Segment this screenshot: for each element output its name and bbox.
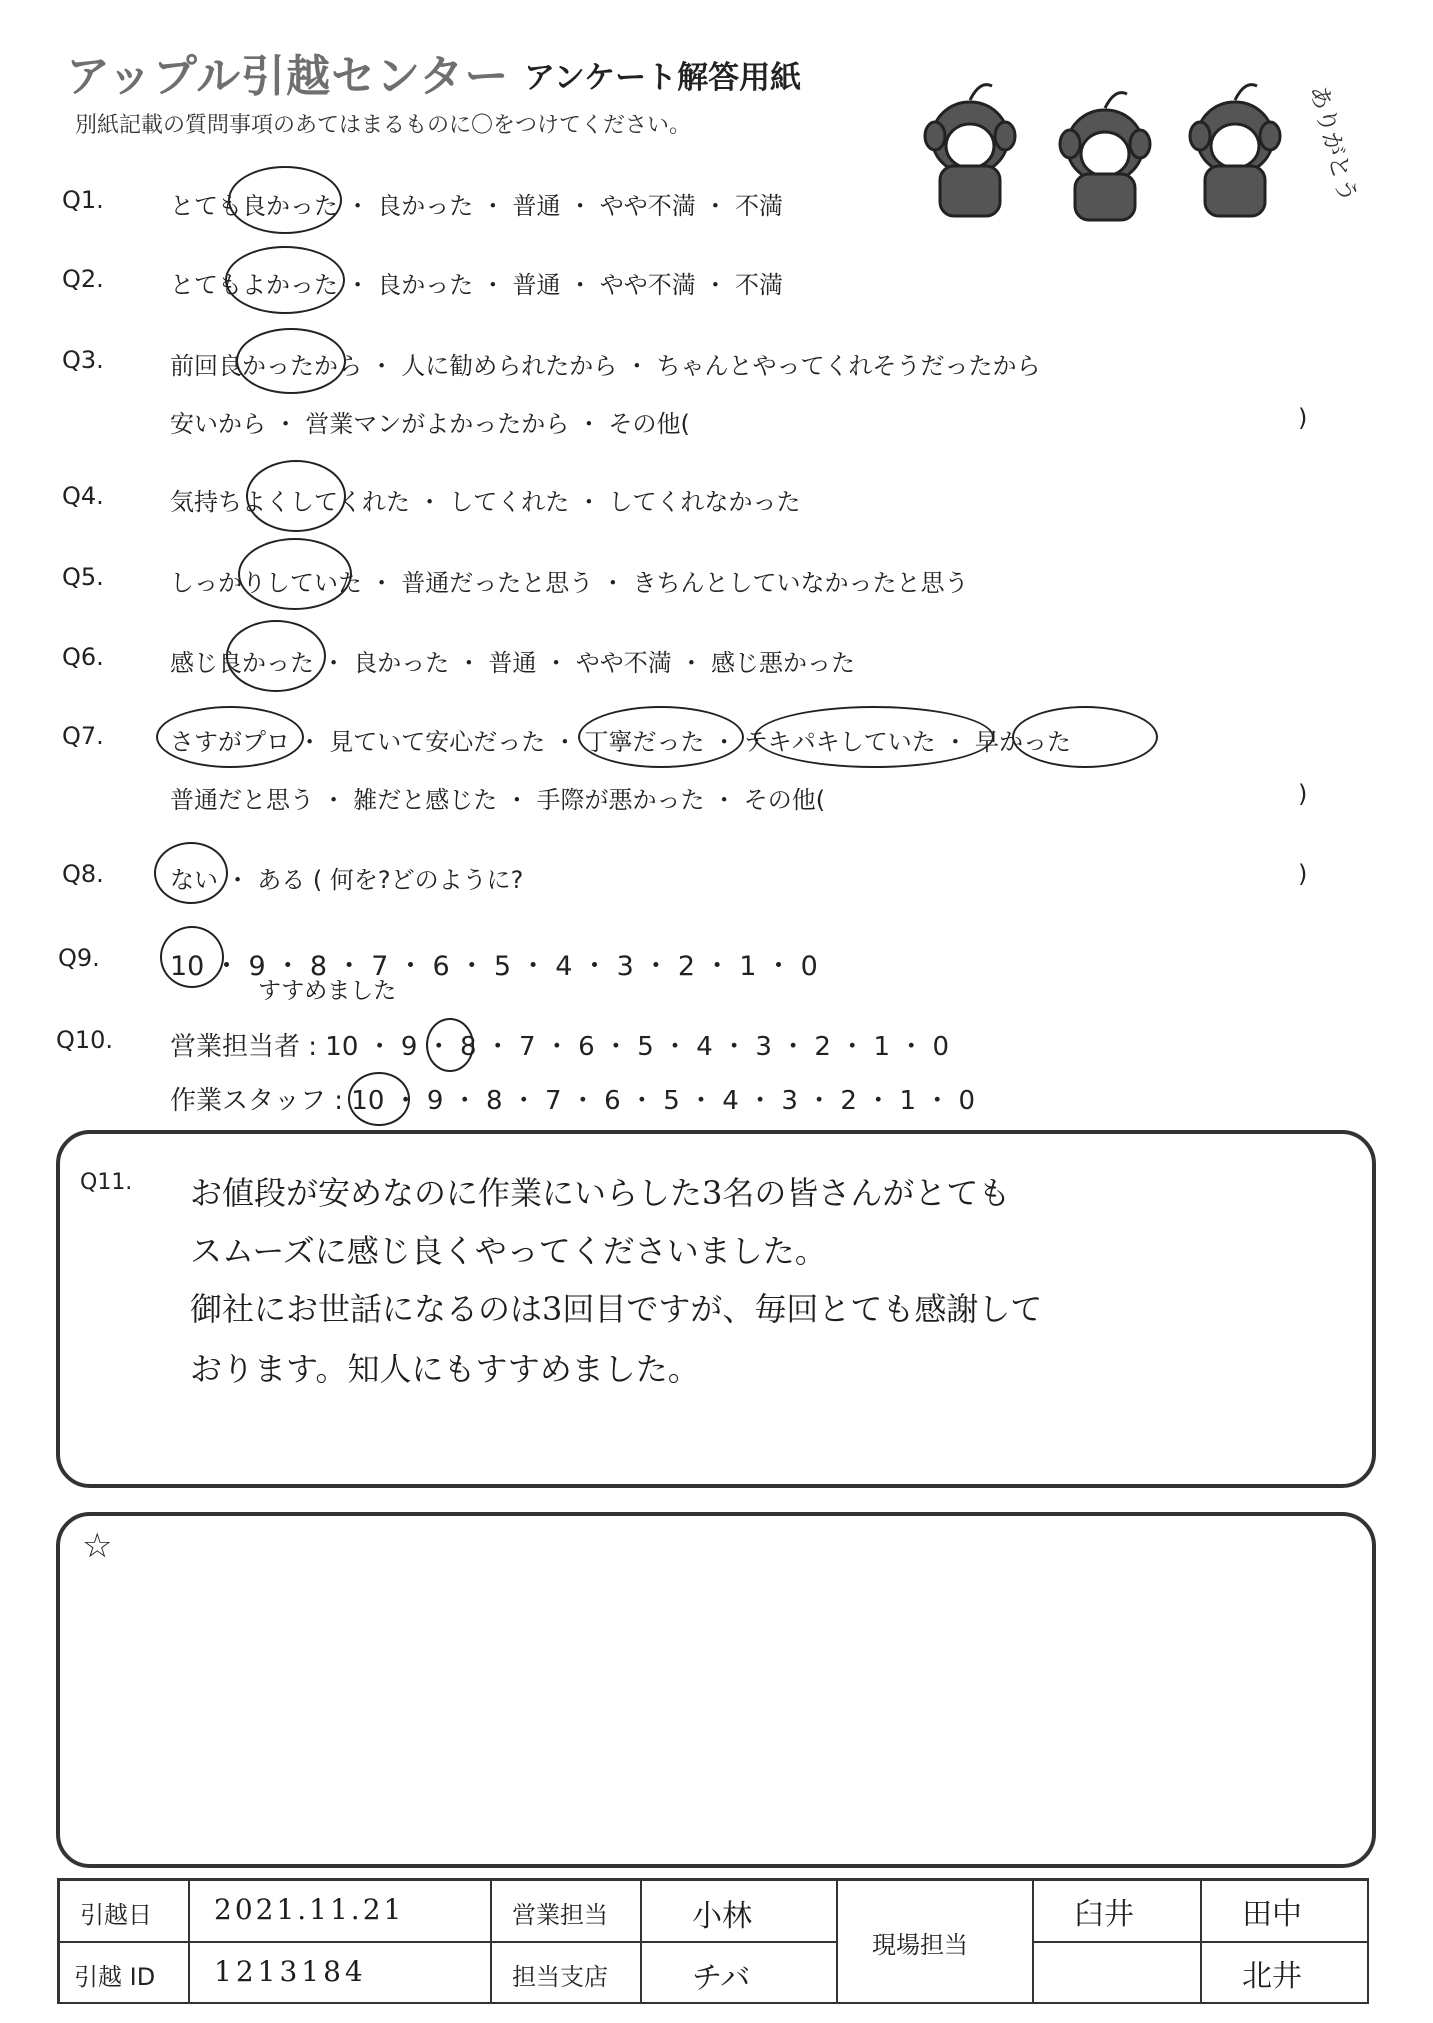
q8-close-paren: ) [1298,860,1308,888]
move-date-cell [189,1880,491,1942]
q7-options-line1: さすがプロ ・ 見ていて安心だった ・ 丁寧だった ・ テキパキしていた ・ 早かった [170,728,1072,756]
q11-number: Q11. [80,1170,133,1195]
company-title: アップル引越センター [66,51,510,102]
move-id-label: 引越 ID [74,1963,156,1991]
q7-number: Q7. [62,722,104,750]
q4-options: 気持ちよくしてくれた ・ してくれた ・ してくれなかった [170,488,801,516]
q2-number: Q2. [62,265,104,293]
q7-circle-hayakatta [1012,706,1158,768]
q7-close-paren: ) [1298,780,1308,808]
q5-selected-circle [238,538,352,610]
q8-selected-circle [154,842,228,904]
q10-staff-scale: 作業スタッフ : 10 ・ 9 ・ 8 ・ 7 ・ 6 ・ 5 ・ 4 ・ 3 ・ 2 ・ 1 ・ 0 [170,1086,976,1116]
q3-selected-circle [236,328,346,394]
move-date-label: 引越日 [80,1901,152,1929]
q6-selected-circle [226,620,326,692]
q4-number: Q4. [62,482,104,510]
q11-comment-line4: おります。知人にもすすめました。 [190,1350,700,1388]
q1-selected-circle [228,166,342,234]
site-staff-1: 臼井 [1074,1897,1134,1932]
q4-selected-circle [246,460,346,532]
star-icon: ☆ [82,1526,113,1566]
sales-cell [641,1880,837,1942]
thanks-text: ありがとう [1304,82,1363,206]
star-comment-box [56,1512,1376,1868]
q9-selected-circle [160,926,224,988]
q10-staff-circle [348,1072,410,1126]
q11-comment-line1: お値段が安めなのに作業にいらした3名の皆さんがとても [190,1174,1011,1212]
move-id-value: 1213184 [214,1955,367,1988]
move-id-label-cell [59,1942,189,2004]
q9-number: Q9. [58,944,100,972]
site-label: 現場担当 [872,1931,968,1959]
q7-circle-tekipaki [754,706,994,768]
sales-label: 営業担当 [512,1901,608,1929]
q6-number: Q6. [62,643,104,671]
q3-close-paren: ) [1298,404,1308,432]
q2-selected-circle [225,246,345,314]
q3-options-line1: 前回良かったから ・ 人に勧められたから ・ ちゃんとやってくれそうだったから [170,352,1041,380]
site-staff-cell-empty [1033,1942,1201,2004]
branch-cell [641,1942,837,2004]
q2-options: とてもよかった ・ 良かった ・ 普通 ・ やや不満 ・ 不満 [170,271,784,299]
move-date-label-cell [59,1880,189,1942]
instruction-text: 別紙記載の質問事項のあてはまるものに〇をつけてください。 [75,113,692,138]
q3-options-line2: 安いから ・ 営業マンがよかったから ・ その他( [170,410,690,438]
q5-options: しっかりしていた ・ 普通だったと思う ・ きちんとしていなかったと思う [170,569,969,597]
q3-number: Q3. [62,346,104,374]
site-staff-2: 田中 [1242,1897,1302,1932]
q1-options: とても良かった ・ 良かった ・ 普通 ・ やや不満 ・ 不満 [170,192,784,220]
monkey-mascots-illustration [880,48,1363,228]
site-staff-cell-3 [1201,1942,1369,2004]
q5-number: Q5. [62,563,104,591]
form-title: アンケート解答用紙 [524,60,802,96]
q7-circle-sasuga [156,706,304,768]
q1-number: Q1. [62,186,104,214]
q6-options: 感じ良かった ・ 良かった ・ 普通 ・ やや不満 ・ 感じ悪かった [170,649,856,677]
q9-handwritten-note: すすめました [258,978,397,1004]
branch-value: チバ [692,1961,751,1996]
q10-sales-scale: 営業担当者 : 10 ・ 9 ・ 8 ・ 7 ・ 6 ・ 5 ・ 4 ・ 3 ・ 2 ・ 1 ・ 0 [170,1032,950,1062]
sales-label-cell [491,1880,641,1942]
q10-number: Q10. [56,1026,114,1054]
q11-comment-line3: 御社にお世話になるのは3回目ですが、毎回とても感謝して [190,1290,1043,1328]
q8-options: ない ・ ある ( 何を?どのように? [170,866,524,894]
move-date-value: 2021.11.21 [214,1893,405,1926]
branch-label-cell [491,1942,641,2004]
move-id-cell [189,1942,491,2004]
q10-sales-circle [426,1018,474,1072]
q7-options-line2: 普通だと思う ・ 雑だと感じた ・ 手際が悪かった ・ その他( [170,786,826,814]
q8-number: Q8. [62,860,104,888]
site-staff-cell-2 [1201,1880,1369,1942]
site-label-cell [837,1880,1033,2004]
site-staff-cell-1 [1033,1880,1201,1942]
site-staff-3: 北井 [1242,1959,1302,1994]
move-info-table [57,1878,1369,2004]
q7-circle-teinei [578,706,744,768]
q11-comment-line2: スムーズに感じ良くやってくださいました。 [190,1232,827,1270]
sales-value: 小林 [692,1899,752,1934]
q9-scale: 10 ・ 9 ・ 8 ・ 7 ・ 6 ・ 5 ・ 4 ・ 3 ・ 2 ・ 1 ・ 0 [170,951,818,982]
branch-label: 担当支店 [512,1963,608,1991]
